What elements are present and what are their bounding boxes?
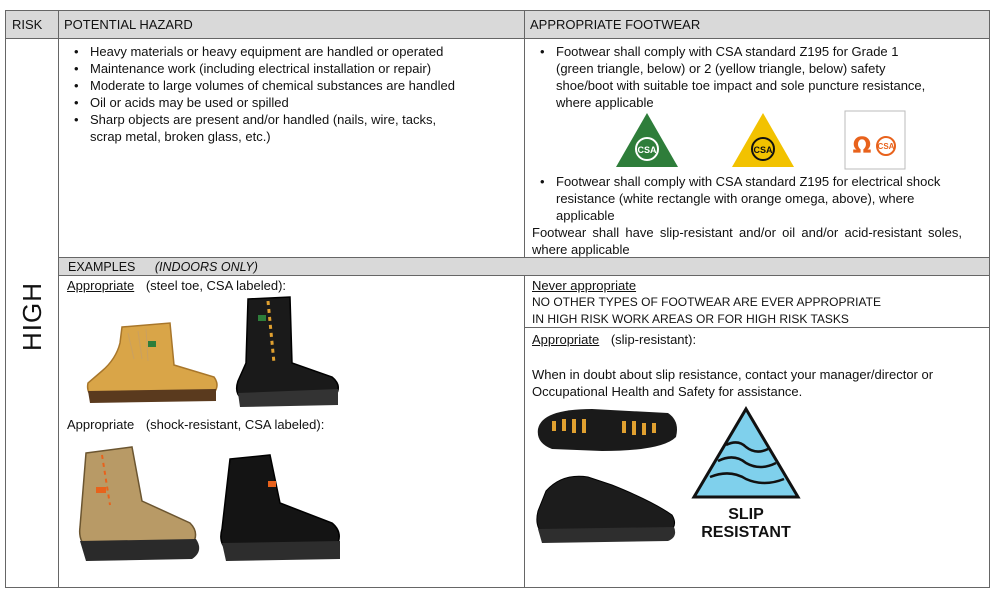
example-shock-resistant-caption [67, 416, 324, 433]
shock-resistant-black-boot-image [212, 451, 352, 569]
never-appropriate-label: Never appropriate [532, 278, 637, 293]
hazard-item: • Maintenance work (including electrical installation or repair) [68, 60, 518, 77]
csa-omega-shock-icon [844, 110, 906, 170]
risk-table [5, 10, 990, 588]
footwear-requirement-2: • Footwear shall comply with CSA standard Z195 for electrical shock resistance (white rectangle with orange omega, above), where applicable [534, 173, 954, 224]
black-high-boot-image [228, 293, 348, 411]
divider [524, 275, 525, 587]
slip-text: SLIP [728, 506, 764, 523]
never-line-1: NO OTHER TYPES OF FOOTWEAR ARE EVER APPROPRIATE [532, 295, 881, 309]
never-appropriate-section [532, 277, 881, 328]
footwear-bullet-2 [534, 173, 954, 224]
appropriate-desc: (slip-resistant): [610, 332, 697, 347]
appropriate-label: Appropriate [67, 417, 135, 432]
appropriate-label: Appropriate [67, 278, 135, 293]
slip-resistant-symbol-icon [690, 405, 802, 545]
footwear-bullet-1 [534, 43, 934, 111]
resistant-text: RESISTANT [701, 524, 791, 541]
examples-heading [68, 259, 258, 275]
omega-mark: Ω [852, 134, 872, 159]
csa-mark: CSA [637, 145, 657, 155]
slip-resistant-shoe-image [532, 463, 682, 545]
never-line-2: IN HIGH RISK WORK AREAS OR FOR HIGH RISK TASKS [532, 312, 849, 326]
examples-label: EXAMPLES [68, 260, 136, 274]
risk-level-text: HIGH [16, 281, 47, 351]
appropriate-desc: (shock-resistant, CSA labeled): [145, 417, 325, 432]
doubt-note: When in doubt about slip resistance, contact your manager/director or Occupational Health and Safety for assistance. [532, 367, 934, 399]
hazard-item: • Heavy materials or heavy equipment are handled or operated [68, 43, 518, 60]
steel-toe-boot-image [82, 319, 222, 409]
footwear-note: Footwear shall have slip-resistant and/or oil and/or acid-resistant soles, where applicable [532, 225, 962, 257]
header-risk: RISK [6, 11, 58, 39]
slip-resistant-caption [532, 331, 696, 348]
footwear-requirement-1: • Footwear shall comply with CSA standard Z195 for Grade 1 (green triangle, below) or 2 (yellow triangle, below) safety shoe/boot with suitable toe impact and sole puncture resistance, where applicable [534, 43, 934, 111]
hazard-item: • Sharp objects are present and/or handled (nails, wire, tacks, scrap metal, broken glass, etc.) [68, 111, 463, 145]
csa-green-triangle-icon [614, 111, 680, 169]
appropriate-desc: (steel toe, CSA labeled): [145, 278, 287, 293]
shock-resistant-hiker-boot-image [72, 441, 212, 569]
csa-mark: CSA [753, 145, 773, 155]
slip-resistant-sole-image [532, 403, 682, 457]
appropriate-label: Appropriate [532, 332, 600, 347]
risk-level [6, 256, 58, 376]
header-footwear: APPROPRIATE FOOTWEAR [524, 11, 989, 39]
example-steel-toe-caption [67, 277, 286, 294]
hazard-item: • Moderate to large volumes of chemical substances are handled [68, 77, 518, 94]
examples-qualifier: (INDOORS ONLY) [154, 260, 258, 274]
csa-yellow-triangle-icon [730, 111, 796, 169]
divider [58, 275, 989, 276]
hazard-list [68, 43, 518, 145]
csa-mark: CSA [877, 142, 895, 151]
divider [58, 11, 59, 587]
hazard-item: • Oil or acids may be used or spilled [68, 94, 518, 111]
header-hazard: POTENTIAL HAZARD [58, 11, 524, 39]
divider [524, 11, 525, 257]
